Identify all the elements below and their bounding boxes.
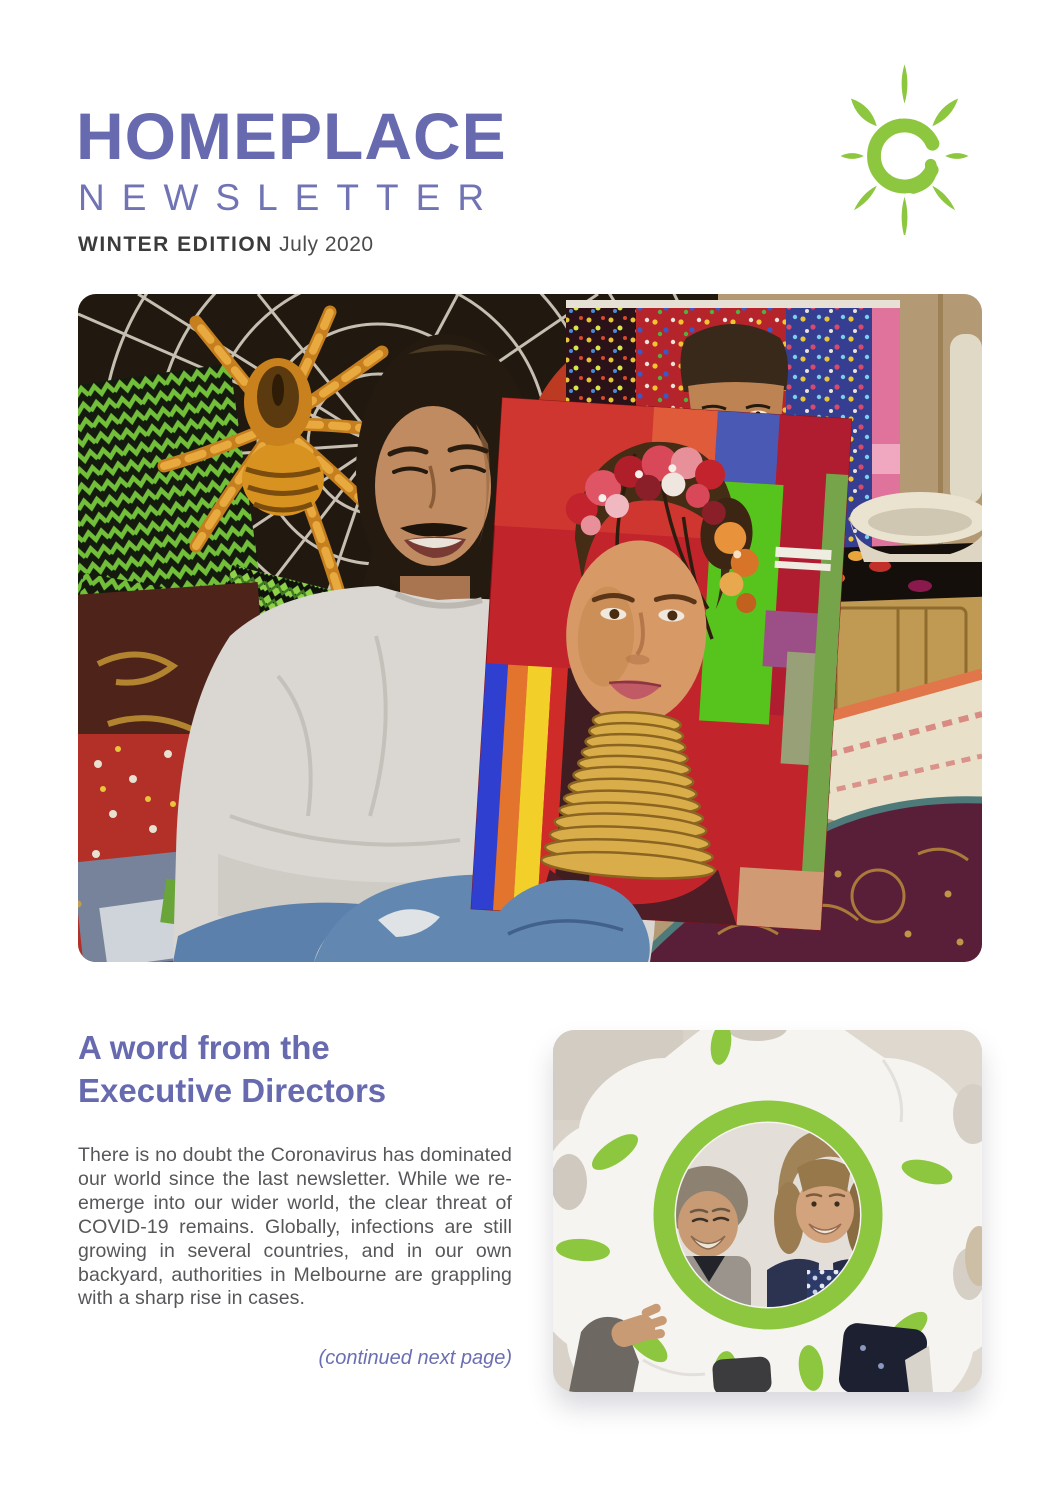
main-photo <box>78 294 982 962</box>
article-heading <box>78 1026 386 1112</box>
newsletter-title: HOMEPLACE <box>76 99 507 173</box>
article-heading-line1: A word from the <box>78 1029 330 1066</box>
article-heading-line2: Executive Directors <box>78 1072 387 1109</box>
homeplace-sun-logo <box>826 60 986 242</box>
sun-logo-icon <box>826 60 986 235</box>
directors-photo <box>553 1030 982 1392</box>
article-body: There is no doubt the Coronavirus has dominated our world since the last newsletter. While we re-emerge into our wider world, the clear threat of COVID-19 remains. Globally, infections are still growing in several countries, and in our own backyard, authorities in Melbourne are grappling with a sharp rise in cases. <box>78 1144 512 1310</box>
newsletter-subtitle: NEWSLETTER <box>78 177 502 218</box>
edition-label: WINTER EDITION <box>78 233 273 256</box>
edition-date: July 2020 <box>279 233 374 256</box>
edition-line <box>78 233 374 257</box>
main-photo-image <box>78 294 982 962</box>
directors-photo-image <box>553 1030 982 1392</box>
continued-note: (continued next page) <box>318 1347 512 1369</box>
